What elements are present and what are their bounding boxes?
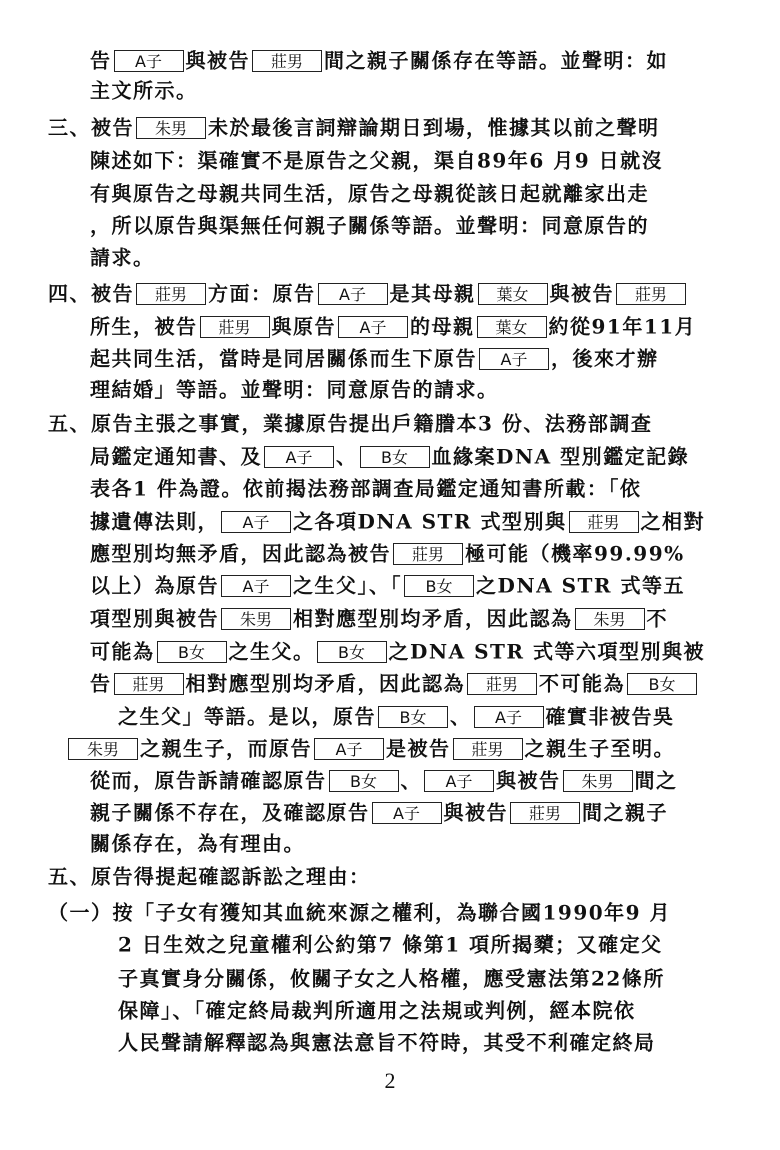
text-line [48,861,371,889]
text-line [48,278,688,306]
redacted-name-box: 莊男 [252,50,322,72]
redacted-name-box: 朱男 [575,608,645,630]
text-segment: 告 [90,48,112,73]
redacted-name-box: 朱男 [136,117,206,139]
text-line [90,603,668,631]
text-segment: 之生父」、「 [293,573,402,598]
text-segment: 可能為 [90,639,155,664]
text-line [118,929,663,957]
redacted-name-box: A子 [318,283,388,305]
redacted-name-box: 莊男 [616,283,686,305]
text-segment: 表各1 件為證。依前揭法務部調查局鑑定通知書所載：「依 [90,476,642,501]
text-segment: 起共同生活，當時是同居關係而生下原告 [90,346,477,371]
redacted-name-box: 莊男 [510,802,580,824]
text-segment: 理結婚」等語。並聲明：同意原告的請求。 [90,377,499,402]
text-segment: 之生父。 [228,639,315,664]
text-segment: 之DNA STR 式等五 [476,573,686,598]
redacted-name-box: 葉女 [478,283,548,305]
redacted-name-box: B女 [360,446,430,468]
redacted-name-box: 莊男 [114,673,184,695]
text-segment: 應型別均無矛盾，因此認為被告 [90,541,391,566]
text-segment: 之親生子至明。 [524,736,675,761]
text-segment: 是被告 [386,736,451,761]
text-line [90,178,649,206]
text-segment: 所生，被告 [90,314,198,339]
text-line [90,797,668,825]
text-segment: 間之親子關係存在等語。並聲明：如 [324,48,668,73]
text-segment: 主文所示。 [90,78,198,103]
text-segment: 與被告 [496,768,561,793]
text-segment: 的母親 [410,314,475,339]
text-line [90,343,659,371]
text-line [118,963,665,991]
text-segment: 血緣案DNA 型別鑑定記錄 [431,444,690,469]
text-segment: 之DNA STR 式等六項型別與被 [388,639,706,664]
redacted-name-box: A子 [372,802,442,824]
redacted-name-box: 朱男 [221,608,291,630]
redacted-name-box: 莊男 [453,738,523,760]
text-segment: 間之 [634,768,678,793]
text-segment: 項型別與被告 [90,606,219,631]
text-segment: 以上）為原告 [90,573,219,598]
text-segment: 2 日生效之兒童權利公約第7 條第1 項所揭櫫；又確定父 [118,932,663,957]
redacted-name-box: A子 [264,446,334,468]
text-line [90,668,699,696]
text-segment: 、 [336,444,358,469]
page-number: 2 [384,1068,396,1093]
redacted-name-box: 莊男 [393,543,463,565]
text-segment: 確實非被告吳 [545,704,675,729]
text-line [90,765,678,793]
text-line [90,45,668,73]
text-line [90,636,705,664]
text-segment: 之親生子，而原告 [140,736,312,761]
text-segment: 間之親子 [582,800,668,825]
text-segment: 不可能為 [539,671,625,696]
text-line [90,506,705,534]
text-segment: 之生父」等語。是以，原告 [118,704,376,729]
text-segment: ，後來才辦 [551,346,659,371]
redacted-name-box: A子 [424,770,494,792]
text-segment: 陳述如下：渠確實不是原告之父親，渠自89年6 月9 日就沒 [90,148,664,173]
text-line [90,242,155,270]
text-line [90,311,696,339]
text-segment: 方面：原告 [208,281,316,306]
text-segment: 請求。 [90,245,155,270]
text-segment: 三、被告 [48,115,134,140]
text-line [118,1027,656,1055]
redacted-name-box: A子 [114,50,184,72]
text-line [48,408,652,436]
text-line [48,112,660,140]
text-segment: 五、原告主張之事實，業據原告提出戶籍謄本3 份、法務部調查 [48,411,653,436]
text-segment: 局鑑定通知書、及 [90,444,262,469]
text-segment: 與被告 [443,800,508,825]
text-segment: 、 [400,768,422,793]
redacted-name-box: B女 [329,770,399,792]
text-segment: ，所以原告與渠無任何親子關係等語。並聲明：同意原告的 [90,213,649,238]
redacted-name-box: 葉女 [477,316,547,338]
redacted-name-box: A子 [314,738,384,760]
redacted-name-box: 朱男 [563,770,633,792]
text-segment: 據遺傳法則， [90,509,219,534]
text-segment: 親子關係不存在，及確認原告 [90,800,370,825]
text-segment: 五、原告得提起確認訴訟之理由： [48,864,371,889]
text-segment: 關係存在，為有理由。 [90,831,305,856]
text-segment: 與被告 [549,281,614,306]
redacted-name-box: 莊男 [136,283,206,305]
text-line [118,995,636,1023]
text-segment: 四、被告 [48,281,134,306]
redacted-name-box: 莊男 [467,673,537,695]
text-line [90,570,685,598]
text-segment: 與原告 [271,314,336,339]
text-segment: 是其母親 [389,281,476,306]
text-line [90,473,641,501]
text-segment: 不 [646,606,668,631]
redacted-name-box: B女 [404,575,474,597]
text-line [48,897,671,925]
redacted-name-box: 朱男 [68,738,138,760]
text-line [90,145,663,173]
redacted-name-box: B女 [627,673,697,695]
text-segment: 人民聲請解釋認為與憲法意旨不符時，其受不利確定終局 [118,1030,656,1055]
text-segment: 從而，原告訴請確認原告 [90,768,327,793]
text-segment: 、 [450,704,472,729]
text-segment: 保障」、「確定終局裁判所適用之法規或判例，經本院依 [118,998,636,1023]
text-line [90,538,685,566]
text-segment: 極可能（機率99.99% [465,541,685,566]
redacted-name-box: 莊男 [200,316,270,338]
text-segment: 之相對 [640,509,706,534]
text-line [90,75,198,103]
text-segment: 有與原告之母親共同生活，原告之母親從該日起就離家出走 [90,181,649,206]
redacted-name-box: B女 [317,641,387,663]
text-line [90,828,305,856]
text-segment: 告 [90,671,112,696]
redacted-name-box: A子 [221,511,291,533]
redacted-name-box: A子 [474,706,544,728]
text-segment: 相對應型別均矛盾，因此認為 [293,606,573,631]
text-segment: 相對應型別均矛盾，因此認為 [185,671,465,696]
redacted-name-box: B女 [378,706,448,728]
redacted-name-box: A子 [221,575,291,597]
text-line [90,210,649,238]
text-segment: 約從91年11月 [548,314,697,339]
redacted-name-box: B女 [157,641,227,663]
text-line [118,701,675,729]
text-line [90,441,689,469]
redacted-name-box: A子 [338,316,408,338]
redacted-name-box: A子 [479,348,549,370]
text-segment: （一）按「子女有獲知其血統來源之權利，為聯合國1990年9 月 [48,900,672,925]
text-segment: 與被告 [185,48,250,73]
text-line [66,733,675,761]
text-line [90,374,499,402]
text-segment: 之各項DNA STR 式型別與 [293,509,567,534]
text-segment: 子真實身分關係，攸關子女之人格權，應受憲法第22條所 [118,966,665,991]
redacted-name-box: 莊男 [569,511,639,533]
text-segment: 未於最後言詞辯論期日到場，惟據其以前之聲明 [208,115,660,140]
